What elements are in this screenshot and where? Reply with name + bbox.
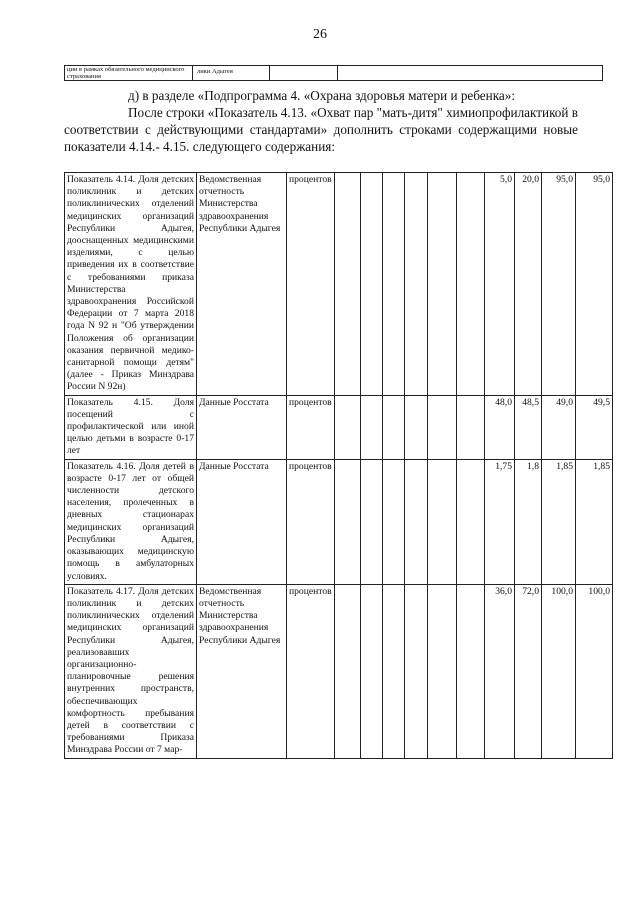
empty-cell xyxy=(405,584,428,758)
indicator-value: 20,0 xyxy=(515,173,542,396)
indicator-value: 49,5 xyxy=(576,395,613,459)
indicator-source: Данные Росстата xyxy=(197,395,287,459)
empty-cell xyxy=(383,395,405,459)
empty-cell xyxy=(457,459,485,584)
page-number: 26 xyxy=(313,27,327,42)
empty-cell xyxy=(457,584,485,758)
empty-cell xyxy=(335,173,361,396)
indicator-source: Данные Росстата xyxy=(197,459,287,584)
empty-cell xyxy=(361,459,383,584)
indicator-unit: процентов xyxy=(287,459,335,584)
indicator-name: Показатель 4.14. Доля детских поликлиник и детских поликлинических отделений медицинских организаций Республики Адыгея, дооснащенных медицинскими изделиями, с целью приведения их в соответствие с требованиями приказа Министерства здравоохранения Российской Федерации от 7 марта 2018 года N 92 н "Об утверждении Положения об организации оказания первичной медико-санитарной помощи детям" (далее - Приказ Минздрава России N 92н) xyxy=(65,173,197,396)
indicator-name: Показатель 4.17. Доля детских поликлиник и детских поликлинических отделений медицинских организаций Республики Адыгея, реализовавших организационно-планировочные решения внутренних пространств, обеспечивающих комфортность пребывания детей в соответствии с требованиями Приказа Минздрава России от 7 мар- xyxy=(65,584,197,758)
indicator-value: 100,0 xyxy=(542,584,576,758)
indicators-table xyxy=(64,172,613,759)
indicator-value: 5,0 xyxy=(485,173,515,396)
fragment-divider xyxy=(192,66,193,80)
empty-cell xyxy=(361,584,383,758)
empty-cell xyxy=(405,395,428,459)
empty-cell xyxy=(428,173,457,396)
empty-cell xyxy=(361,395,383,459)
amendment-heading: д) в разделе «Подпрограмма 4. «Охрана здоровья матери и ребенка»: xyxy=(128,88,516,103)
indicator-value: 48,5 xyxy=(515,395,542,459)
empty-cell xyxy=(457,173,485,396)
fragment-cell-2: лики Адыгея xyxy=(197,68,233,75)
indicator-value: 36,0 xyxy=(485,584,515,758)
indicator-value: 72,0 xyxy=(515,584,542,758)
empty-cell xyxy=(428,584,457,758)
indicator-value: 1,85 xyxy=(576,459,613,584)
amendment-paragraph: После строки «Показатель 4.13. «Охват пар "мать-дитя" химиопрофилактикой в соответствии с действующими стандартами» дополнить строками содержащими новые показатели 4.14.- 4.15. следующего содержания: xyxy=(64,105,578,154)
indicator-unit: процентов xyxy=(287,173,335,396)
indicator-name: Показатель 4.15. Доля посещений с профилактической или иной целью детьми в возрасте 0-17 лет xyxy=(65,395,197,459)
indicator-source: Ведомственная отчетность Министерства здравоохранения Республики Адыгея xyxy=(197,584,287,758)
fragment-divider xyxy=(269,66,270,80)
indicator-value: 95,0 xyxy=(542,173,576,396)
empty-cell xyxy=(335,584,361,758)
indicator-row xyxy=(65,459,613,584)
empty-cell xyxy=(405,459,428,584)
indicator-value: 100,0 xyxy=(576,584,613,758)
indicator-value: 1,85 xyxy=(542,459,576,584)
empty-cell xyxy=(428,395,457,459)
empty-cell xyxy=(383,459,405,584)
empty-cell xyxy=(383,584,405,758)
indicator-row xyxy=(65,173,613,396)
indicator-unit: процентов xyxy=(287,584,335,758)
indicator-name: Показатель 4.16. Доля детей в возрасте 0-17 лет от общей численности детского населения, пролеченных в дневных стационарах медицинских организаций Республики Адыгея, оказывающих медицинскую помощь в амбулаторных условиях. xyxy=(65,459,197,584)
indicator-row xyxy=(65,395,613,459)
fragment-divider xyxy=(337,66,338,80)
indicator-value: 48,0 xyxy=(485,395,515,459)
empty-cell xyxy=(335,459,361,584)
empty-cell xyxy=(335,395,361,459)
indicator-value: 1,8 xyxy=(515,459,542,584)
indicator-value: 49,0 xyxy=(542,395,576,459)
indicator-value: 1,75 xyxy=(485,459,515,584)
empty-cell xyxy=(361,173,383,396)
indicator-unit: процентов xyxy=(287,395,335,459)
empty-cell xyxy=(405,173,428,396)
empty-cell xyxy=(383,173,405,396)
previous-table-fragment xyxy=(64,65,603,81)
fragment-cell-1: ции в рамках обязательного медицинского страхования xyxy=(67,66,185,80)
indicator-source: Ведомственная отчетность Министерства здравоохранения Республики Адыгея xyxy=(197,173,287,396)
empty-cell xyxy=(457,395,485,459)
indicator-row xyxy=(65,584,613,758)
empty-cell xyxy=(428,459,457,584)
indicator-value: 95,0 xyxy=(576,173,613,396)
